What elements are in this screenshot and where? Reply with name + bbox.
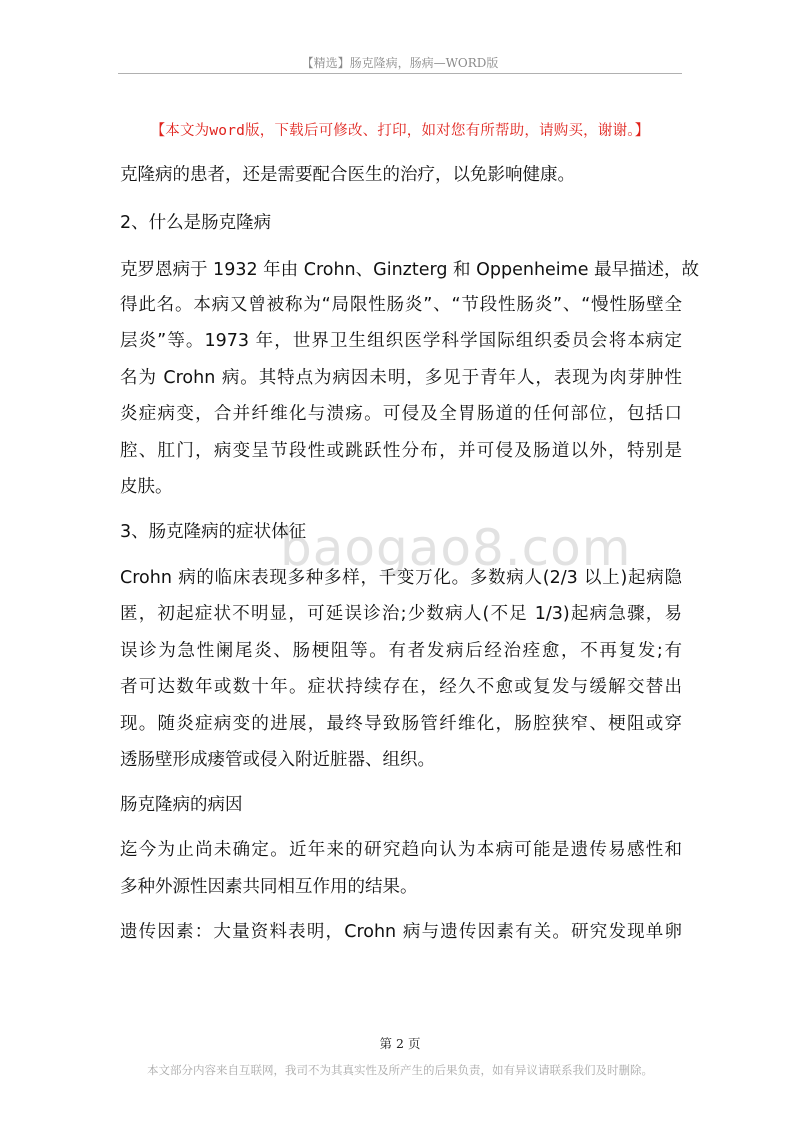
paragraph-line: 皮肤。 xyxy=(120,477,173,497)
page-header xyxy=(0,54,800,71)
paragraph-line: 得此名。本病又曾被称为“局限性肠炎”、“节段性肠炎”、“慢性肠壁全 xyxy=(120,295,682,315)
paragraph-line: 匿，初起症状不明显，可延误诊治;少数病人(不足 1/3)起病急骤，易 xyxy=(120,604,682,624)
footer-disclaimer: 本文部分内容来自互联网，我司不为其真实性及所产生的后果负责，如有异议请联系我们及时删除。 xyxy=(147,1063,653,1077)
paragraph-line: 层炎”等。1973 年，世界卫生组织医学科学国际组织委员会将本病定 xyxy=(120,331,682,351)
section-heading: 2、什么是肠克隆病 xyxy=(120,213,272,233)
paragraph-line: 误诊为急性阑尾炎、肠梗阻等。有者发病后经治痊愈，不再复发;有 xyxy=(120,641,682,661)
paragraph-line: 克隆病的患者，还是需要配合医生的治疗，以免影响健康。 xyxy=(120,165,575,185)
paragraph-line: 腔、肛门，病变呈节段性或跳跃性分布，并可侵及肠道以外，特别是 xyxy=(120,441,682,461)
paragraph-line: 炎症病变，合并纤维化与溃疡。可侵及全胃肠道的任何部位，包括口 xyxy=(120,404,682,424)
page-number: 第 2 页 xyxy=(379,1036,421,1051)
header-divider xyxy=(118,73,682,74)
paragraph-line: 克罗恩病于 1932 年由 Crohn、Ginzterg 和 Oppenheime 最早描述，故 xyxy=(120,260,700,280)
paragraph-line: 现。随炎症病变的进展，最终导致肠管纤维化，肠腔狭窄、梗阻或穿 xyxy=(120,714,682,734)
download-notice: 【本文为word版，下载后可修改、打印，如对您有所帮助，请购买，谢谢。】 xyxy=(150,123,650,139)
paragraph-line: 名为 Crohn 病。其特点为病因未明，多见于青年人，表现为肉芽肿性 xyxy=(120,368,682,388)
paragraph-line: 迄今为止尚未确定。近年来的研究趋向认为本病可能是遗传易感性和 xyxy=(120,840,682,860)
section-heading: 3、肠克隆病的症状体征 xyxy=(120,522,307,542)
watermark: baogao8.com xyxy=(280,519,632,577)
paragraph-line: Crohn 病的临床表现多种多样，千变万化。多数病人(2/3 以上)起病隐 xyxy=(120,568,682,588)
paragraph-line: 遗传因素：大量资料表明，Crohn 病与遗传因素有关。研究发现单卵 xyxy=(120,922,682,942)
section-heading: 肠克隆病的病因 xyxy=(120,795,243,815)
paragraph-line: 者可达数年或数十年。症状持续存在，经久不愈或复发与缓解交替出 xyxy=(120,677,682,697)
header-title: 【精选】肠克隆病，肠病—WORD版 xyxy=(301,56,499,70)
paragraph-line: 多种外源性因素共同相互作用的结果。 xyxy=(120,877,418,897)
paragraph-line: 透肠壁形成瘘管或侵入附近脏器、组织。 xyxy=(120,750,435,770)
